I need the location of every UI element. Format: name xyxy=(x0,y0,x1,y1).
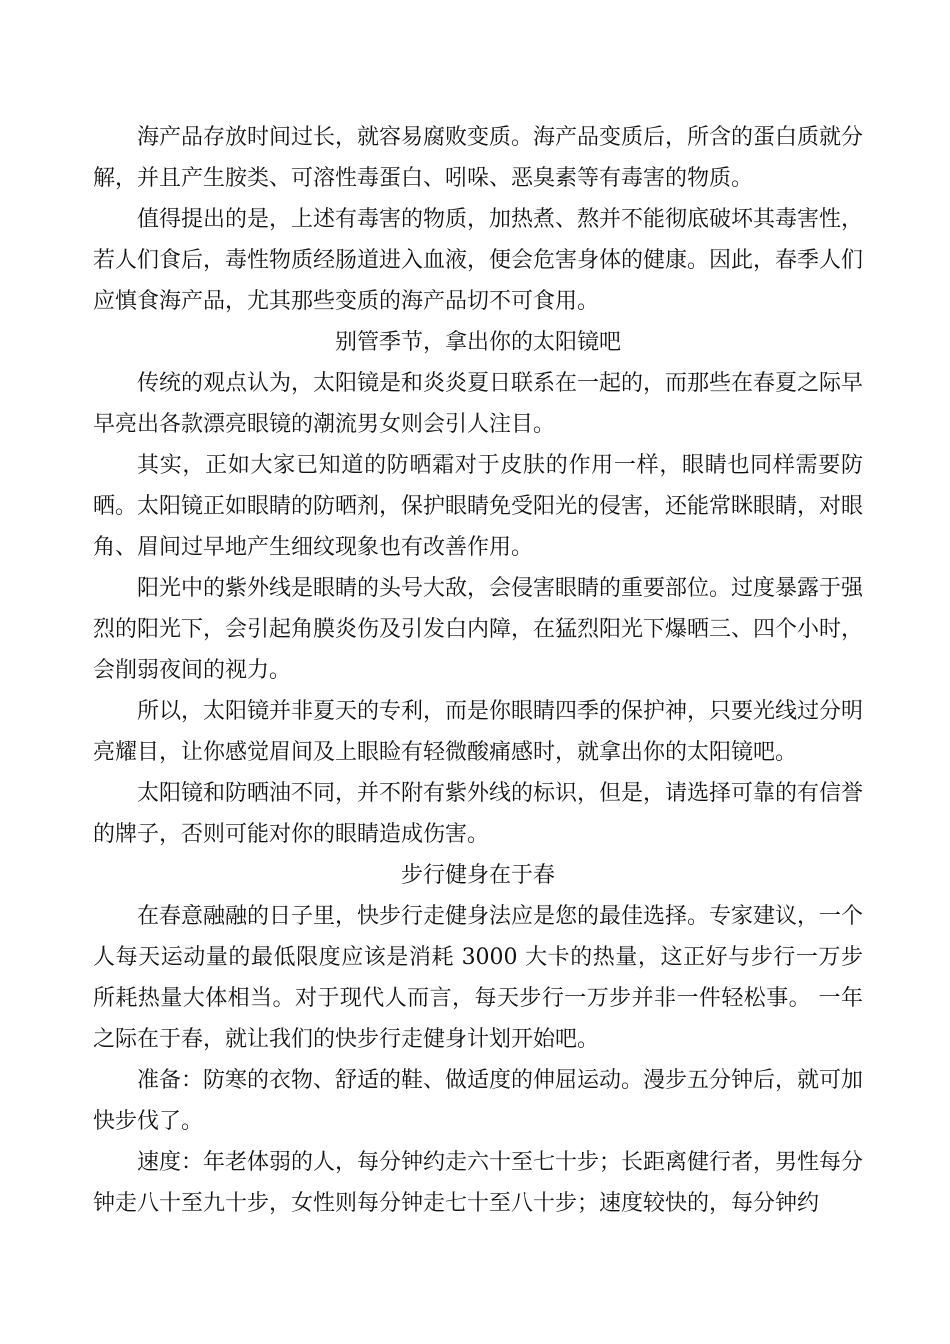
section-title: 别管季节，拿出你的太阳镜吧 xyxy=(334,330,621,355)
paragraph: 传统的观点认为，太阳镜是和炎炎夏日联系在一起的，而那些在春夏之际早早亮出各款漂亮眼镜的潮流男女则会引人注目。 xyxy=(93,371,864,437)
document-page xyxy=(93,117,863,1224)
section-title: 步行健身在于春 xyxy=(400,863,555,888)
paragraph: 所以，太阳镜并非夏天的专利，而是你眼睛四季的保护神，只要光线过分明亮耀目，让你感觉眉间及上眼睑有轻微酸痛感时，就拿出你的太阳镜吧。 xyxy=(93,699,864,765)
paragraph: 其实，正如大家已知道的防晒霜对于皮肤的作用一样，眼睛也同样需要防晒。太阳镜正如眼睛的防晒剂，保护眼睛免受阳光的侵害，还能常眯眼睛，对眼角、眉间过早地产生细纹现象也有改善作用。 xyxy=(93,453,864,560)
paragraph: 海产品存放时间过长，就容易腐败变质。海产品变质后，所含的蛋白质就分解，并且产生胺类、可溶性毒蛋白、吲哚、恶臭素等有毒害的物质。 xyxy=(93,125,864,191)
paragraph: 太阳镜和防晒油不同，并不附有紫外线的标识，但是，请选择可靠的有信誉的牌子，否则可能对你的眼睛造成伤害。 xyxy=(93,781,864,847)
paragraph: 值得提出的是，上述有毒害的物质，加热煮、熬并不能彻底破坏其毒害性，若人们食后，毒性物质经肠道进入血液，便会危害身体的健康。因此，春季人们应慎食海产品，尤其那些变质的海产品切不可食用。 xyxy=(93,207,864,314)
paragraph: 准备：防寒的衣物、舒适的鞋、做适度的伸屈运动。漫步五分钟后，就可加快步伐了。 xyxy=(93,1068,864,1134)
paragraph: 阳光中的紫外线是眼睛的头号大敌，会侵害眼睛的重要部位。过度暴露于强烈的阳光下，会引起角膜炎伤及引发白内障，在猛烈阳光下爆晒三、四个小时，会削弱夜间的视力。 xyxy=(93,576,864,683)
paragraph: 速度：年老体弱的人，每分钟约走六十至七十步；长距离健行者，男性每分钟走八十至九十步，女性则每分钟走七十至八十步；速度较快的，每分钟约 xyxy=(93,1150,864,1216)
paragraph: 在春意融融的日子里，快步行走健身法应是您的最佳选择。专家建议，一个人每天运动量的最低限度应该是消耗 3000 大卡的热量，这正好与步行一万步所耗热量大体相当。对于现代人而言，每天步行一万步并非一件轻松事。 一年之际在于春，就让我们的快步行走健身计划开始吧。 xyxy=(93,904,864,1052)
